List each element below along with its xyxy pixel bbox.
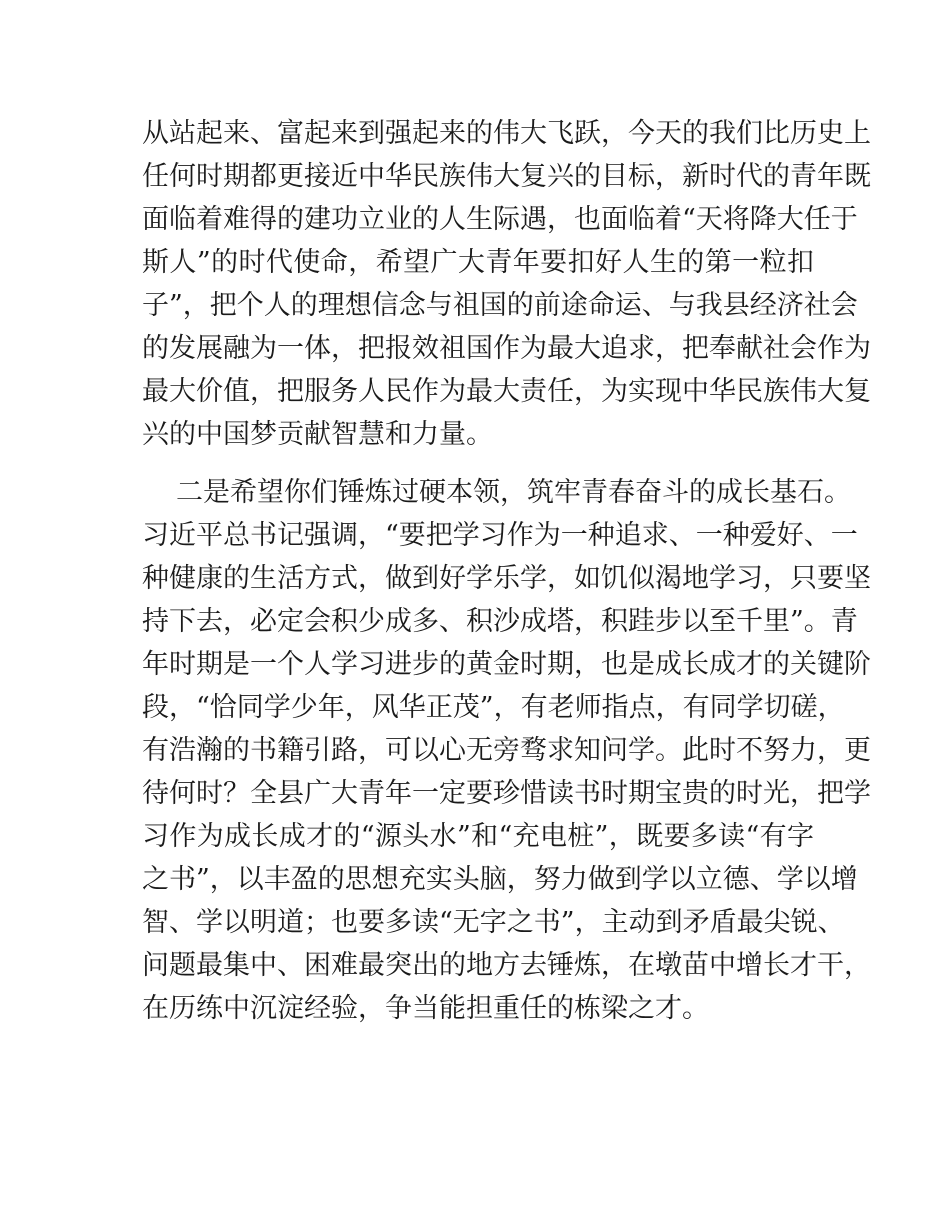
- text-line: 二是希望你们锤炼过硬本领，筑牢青春奋斗的成长基石。: [176, 477, 851, 508]
- text-line: 习作为成长成才的“源头水”和“充电桩”，既要多读“有字: [142, 821, 814, 852]
- text-line: 的发展融为一体，把报效祖国作为最大追求，把奉献社会作为: [142, 333, 871, 364]
- text-line: 在历练中沉淀经验，争当能担重任的栋梁之才。: [142, 993, 709, 1024]
- text-line: 待何时？全县广大青年一定要珍惜读书时期宝贵的时光，把学: [142, 778, 871, 809]
- text-line: 斯人”的时代使命，希望广大青年要扣好人生的第一粒扣: [142, 247, 814, 278]
- text-line: 从站起来、富起来到强起来的伟大飞跃，今天的我们比历史上: [142, 118, 871, 149]
- text-line: 习近平总书记强调，“要把学习作为一种追求、一种爱好、一: [142, 520, 858, 551]
- text-line: 有浩瀚的书籍引路，可以心无旁骛求知问学。此时不努力，更: [142, 735, 871, 766]
- paragraph-2: [142, 471, 871, 1030]
- text-line: 年时期是一个人学习进步的黄金时期，也是成长成才的关键阶: [142, 649, 871, 680]
- text-line: 持下去，必定会积少成多、积沙成塔，积跬步以至千里”。青: [142, 606, 858, 637]
- text-line: 种健康的生活方式，做到好学乐学，如饥似渴地学习，只要坚: [142, 563, 871, 594]
- text-line: 段，“恰同学少年，风华正茂”，有老师指点，有同学切磋，: [142, 692, 845, 723]
- text-line: 问题最集中、困难最突出的地方去锤炼，在墩苗中增长才干，: [142, 950, 871, 981]
- document-body: [142, 112, 871, 1030]
- text-line: 子”，把个人的理想信念与祖国的前途命运、与我县经济社会: [142, 290, 858, 321]
- text-line: 之书”，以丰盈的思想充实头脑，努力做到学以立德、学以增: [142, 864, 858, 895]
- text-line: 任何时期都更接近中华民族伟大复兴的目标，新时代的青年既: [142, 161, 871, 192]
- text-line: 面临着难得的建功立业的人生际遇，也面临着“天将降大任于: [142, 204, 858, 235]
- text-line: 最大价值，把服务人民作为最大责任，为实现中华民族伟大复: [142, 376, 871, 407]
- paragraph-spacer: [142, 456, 814, 471]
- text-line: 智、学以明道；也要多读“无字之书”，主动到矛盾最尖锐、: [142, 907, 845, 938]
- paragraph-1: [142, 112, 871, 456]
- text-line: 兴的中国梦贡献智慧和力量。: [142, 419, 493, 450]
